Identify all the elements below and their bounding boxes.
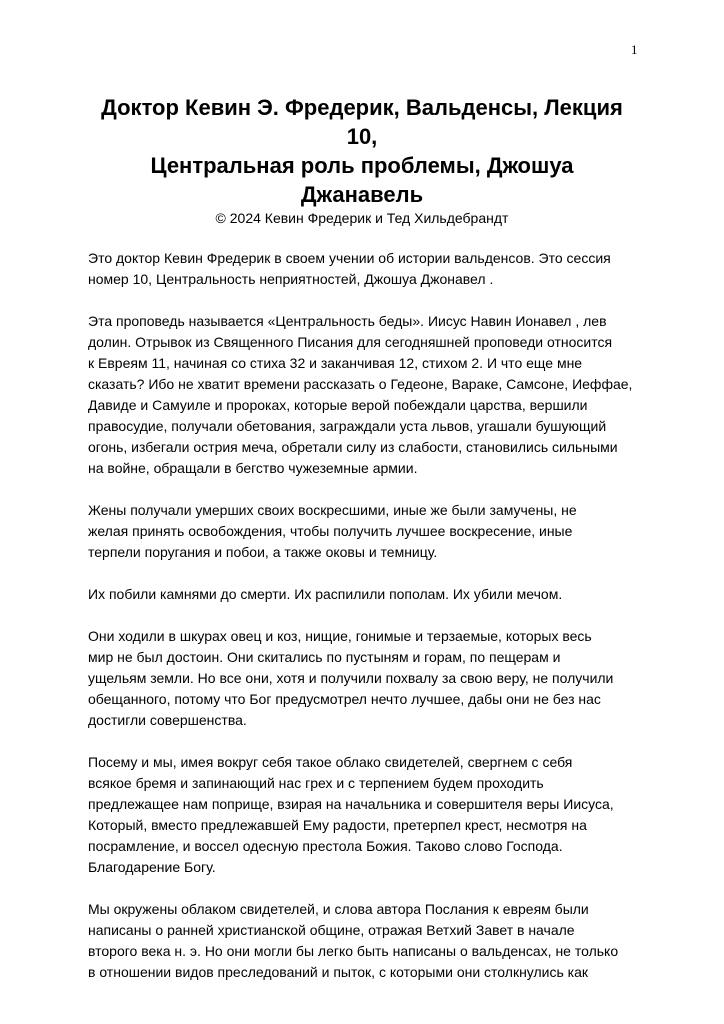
paragraph-waldensians [88,899,648,983]
paragraph-stoned [88,584,648,605]
copyright-notice: © 2024 Кевин Фредерик и Тед Хильдебрандт [215,210,509,226]
text-line: на войне, обращали в бегство чужеземные армии. [88,460,418,476]
title-line: Центральная роль проблемы, Джошуа [150,153,574,178]
text-line: Они ходили в шкурах овец и коз, нищие, гонимые и терзаемые, которых весь [88,628,592,644]
text-line: ущельям земли. Но все они, хотя и получили похвалу за свою веру, не получили [88,670,614,686]
document-body [88,248,648,1004]
text-line: в отношении видов преследований и пыток, с которыми они столкнулись как [88,964,589,980]
page-number: 1 [631,42,638,57]
title-line: Джанавель [300,182,424,207]
text-line: мир не был достоин. Они скитались по пустыням и горам, по пещерам и [88,649,561,665]
text-line: правосудие, получали обетования, заграждали уста львов, угашали бушующий [88,418,607,434]
paragraph-cloud-of-witnesses [88,752,648,878]
text-line: всякое бремя и запинающий нас грех и с терпением будем проходить [88,775,544,791]
text-line: второго века н. э. Но они могли бы легко быть написаны о вальденсах, не только [88,943,619,959]
text-line: достигли совершенства. [88,712,247,728]
text-line: Давиде и Самуиле и пророках, которые верой побеждали царства, вершили [88,397,588,413]
text-line: Посему и мы, имея вокруг себя такое облако свидетелей, свергнем с себя [88,754,573,770]
text-line: Благодарение Богу. [88,859,216,875]
text-line: Их побили камнями до смерти. Их распилили пополам. Их убили мечом. [88,586,563,602]
text-line: Мы окружены облаком свидетелей, и слова автора Послания к евреям были [88,901,589,917]
text-line: долин. Отрывок из Священного Писания для сегодняшней проповеди относится [88,334,613,350]
document-title [82,93,642,209]
text-line: посрамление, и воссел одесную престола Божия. Таково слово Господа. [88,838,563,854]
text-line: Жены получали умерших своих воскресшими, иные же были замучены, не [88,502,577,518]
title-line: 10, [346,124,378,149]
text-line: к Евреям 11, начиная со стиха 32 и заканчивая 12, стихом 2. И что еще мне [88,355,583,371]
paragraph-sermon-title [88,311,648,479]
text-line: сказать? Ибо не хватит времени рассказать о Гедеоне, Вараке, Самсоне, Иеффае, [88,376,633,392]
text-line: терпели поругания и побои, а также оковы и темницу. [88,544,438,560]
text-line: написаны о ранней христианской общине, отражая Ветхий Завет в начале [88,922,575,938]
text-line: обещанного, потому что Бог предусмотрел нечто лучшее, дабы они не без нас [88,691,601,707]
text-line: Эта проповедь называется «Центральность беды». Иисус Навин Ионавел , лев [88,313,607,329]
title-line: Доктор Кевин Э. Фредерик, Вальденсы, Лекция [101,95,623,120]
text-line: Это доктор Кевин Фредерик в своем учении об истории вальденсов. Это сессия [88,250,611,266]
text-line: огонь, избегали острия меча, обретали силу из слабости, становились сильными [88,439,618,455]
paragraph-intro [88,248,648,290]
text-line: желая принять освобождения, чтобы получить лучшее воскресение, иные [88,523,573,539]
text-line: номер 10, Центральность неприятностей, Джошуа Джонавел . [88,271,494,287]
text-line: предлежащее нам поприще, взирая на начальника и совершителя веры Иисуса, [88,796,614,812]
paragraph-wandering [88,626,648,731]
paragraph-resurrection [88,500,648,563]
text-line: Который, вместо предлежавшей Ему радости, претерпел крест, несмотря на [88,817,587,833]
